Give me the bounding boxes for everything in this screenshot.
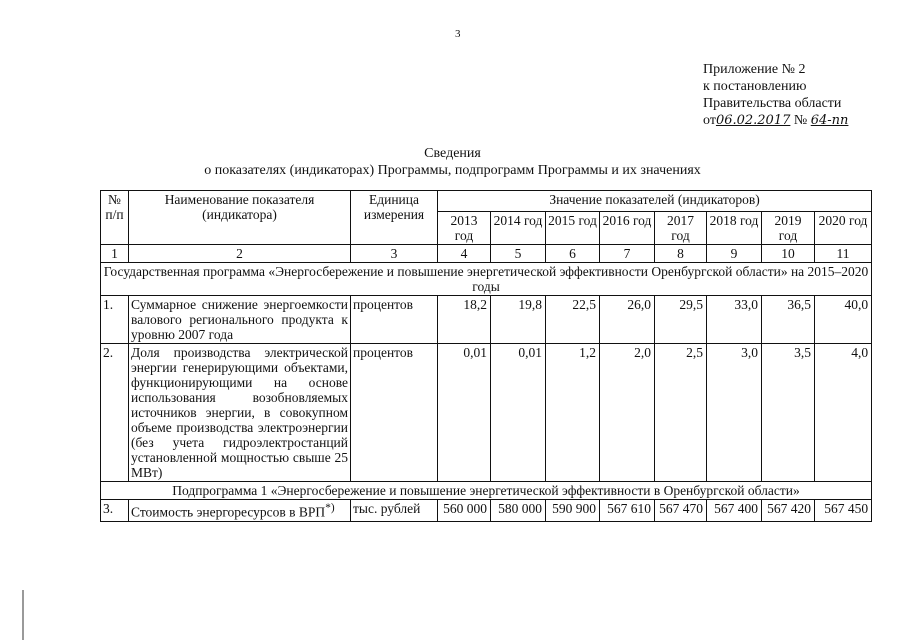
column-number: 5	[491, 245, 546, 263]
row-value: 19,8	[491, 296, 546, 344]
number-value: 64-пп	[810, 113, 849, 128]
document-title	[0, 145, 905, 179]
row-value: 3,5	[762, 344, 815, 482]
appendix-date-line	[703, 112, 848, 129]
row-value: 22,5	[546, 296, 600, 344]
appendix-block	[703, 61, 848, 129]
row-value: 36,5	[762, 296, 815, 344]
header-year: 2013 год	[438, 212, 491, 245]
section-program-title: Государственная программа «Энергосбережение и повышение энергетической эффективности Оренбургской области» на 2015–2020 годы	[101, 263, 872, 296]
column-number-row	[101, 245, 872, 263]
header-year: 2017 год	[655, 212, 707, 245]
row-value: 560 000	[438, 500, 491, 522]
row-num: 1.	[101, 296, 129, 344]
row-name-cell	[129, 500, 351, 522]
row-value: 40,0	[815, 296, 872, 344]
row-value: 567 420	[762, 500, 815, 522]
date-value: 06.02.2017	[715, 113, 791, 128]
header-values: Значение показателей (индикаторов)	[438, 191, 872, 212]
header-year: 2015 год	[546, 212, 600, 245]
row-value: 567 470	[655, 500, 707, 522]
page-number: 3	[455, 28, 461, 40]
header-name: Наименование показателя (индикатора)	[129, 191, 351, 245]
column-number: 1	[101, 245, 129, 263]
row-value: 567 400	[707, 500, 762, 522]
header-year: 2019 год	[762, 212, 815, 245]
row-unit: процентов	[351, 344, 438, 482]
table-row	[101, 296, 872, 344]
number-prefix: №	[793, 113, 808, 128]
row-value: 2,0	[600, 344, 655, 482]
column-number: 10	[762, 245, 815, 263]
row-name: Стоимость энергоресурсов в ВРП	[131, 504, 326, 520]
indicators-table	[100, 190, 872, 522]
column-number: 3	[351, 245, 438, 263]
row-name: Суммарное снижение энергоемкости валового регионального продукта к уровню 2007 года	[129, 296, 351, 344]
header-year: 2016 год	[600, 212, 655, 245]
row-num: 3.	[101, 500, 129, 522]
row-value: 580 000	[491, 500, 546, 522]
column-number: 9	[707, 245, 762, 263]
column-number: 6	[546, 245, 600, 263]
row-value: 0,01	[491, 344, 546, 482]
row-value: 590 900	[546, 500, 600, 522]
row-value: 567 610	[600, 500, 655, 522]
date-prefix: от	[703, 113, 716, 128]
appendix-line-1: Приложение № 2	[703, 62, 806, 77]
table-row	[101, 344, 872, 482]
row-unit: процентов	[351, 296, 438, 344]
appendix-line-2: к постановлению	[703, 79, 807, 94]
header-unit: Единица измерения	[351, 191, 438, 245]
row-value: 4,0	[815, 344, 872, 482]
row-value: 33,0	[707, 296, 762, 344]
row-value: 3,0	[707, 344, 762, 482]
row-value: 29,5	[655, 296, 707, 344]
section-row	[101, 263, 872, 296]
section-row	[101, 482, 872, 500]
row-unit: тыс. рублей	[351, 500, 438, 522]
row-value: 0,01	[438, 344, 491, 482]
column-number: 4	[438, 245, 491, 263]
page-edge-line	[22, 590, 24, 640]
row-value: 18,2	[438, 296, 491, 344]
header-year: 2014 год	[491, 212, 546, 245]
column-number: 11	[815, 245, 872, 263]
column-number: 7	[600, 245, 655, 263]
header-year: 2018 год	[707, 212, 762, 245]
section-subprogram-title: Подпрограмма 1 «Энергосбережение и повышение энергетической эффективности в Оренбургской области»	[101, 482, 872, 500]
row-value: 2,5	[655, 344, 707, 482]
table-row	[101, 500, 872, 522]
appendix-line-3: Правительства области	[703, 96, 842, 111]
title-line-1: Сведения	[424, 146, 481, 161]
row-value: 26,0	[600, 296, 655, 344]
column-number: 8	[655, 245, 707, 263]
header-row-1	[101, 191, 872, 212]
header-year: 2020 год	[815, 212, 872, 245]
row-num: 2.	[101, 344, 129, 482]
column-number: 2	[129, 245, 351, 263]
row-value: 567 450	[815, 500, 872, 522]
row-value: 1,2	[546, 344, 600, 482]
row-name: Доля производства электрической энергии генерирующими объектами, функционирующими на основе использования возобновляемых источников энергии, в совокупном объеме производства электроэнергии (без учета гидроэлектростанций установленной мощностью свыше 25 МВт)	[129, 344, 351, 482]
title-line-2: о показателях (индикаторах) Программы, подпрограмм Программы и их значениях	[204, 163, 701, 178]
row-name-footnote-mark: *)	[325, 502, 335, 514]
header-num: № п/п	[101, 191, 129, 245]
